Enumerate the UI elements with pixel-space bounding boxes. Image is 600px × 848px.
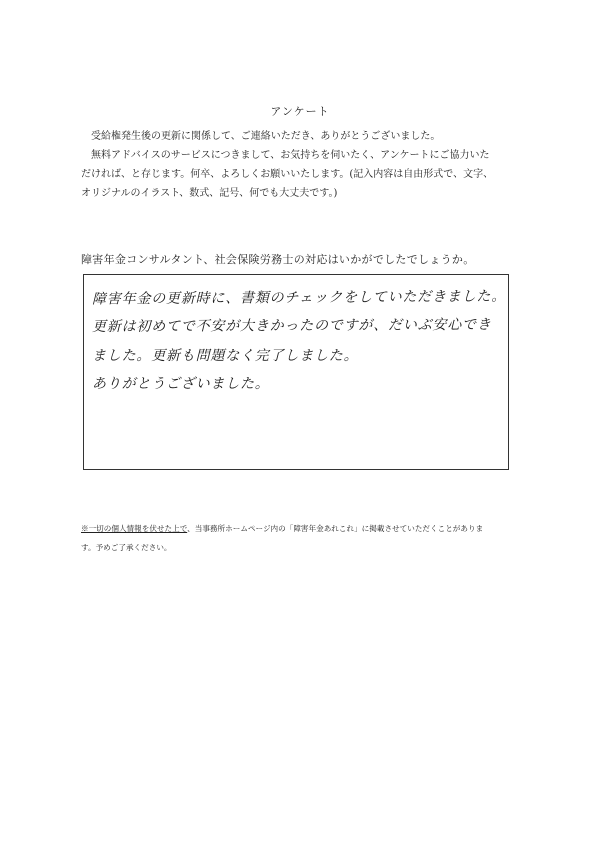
- intro-line: 無料アドバイスのサービスにつきまして、お気持ちを伺いたく、アンケートにご協力いた: [91, 150, 490, 161]
- handwritten-answer-line: ありがとうございました。: [92, 376, 270, 392]
- note-underlined-text: ※一切の個人情報を伏せた上で: [81, 524, 188, 533]
- intro-line: だければ、と存じます。何卒、よろしくお願いいたします。(記入内容は自由形式で、文字、: [81, 169, 494, 180]
- intro-paragraph: [81, 127, 521, 203]
- survey-question: 障害年金コンサルタント、社会保険労務士の対応はいかがでしたでしょうか。: [81, 253, 475, 266]
- note-text: 、当事務所ホームページ内の「障害年金あれこれ」に掲載させていただくことがありま: [187, 524, 484, 533]
- note-line: [81, 519, 531, 538]
- handwritten-answer-line: 障害年金の更新時に、書類のチェックをしていただきました。: [91, 288, 507, 308]
- intro-line: オリジナルのイラスト、数式、記号、何でも大丈夫です。): [81, 188, 338, 199]
- handwritten-answer-line: 更新は初めてで不安が大きかったのですが、だいぶ安心でき: [91, 316, 492, 336]
- intro-line: 受給権発生後の更新に関係して、ご連絡いただき、ありがとうございました。: [91, 131, 441, 142]
- handwritten-answer-line: ました。更新も問題なく完了しました。: [92, 348, 359, 364]
- page-title: アンケート: [270, 105, 330, 118]
- answer-box: [83, 274, 509, 470]
- note-line: す。予めご了承ください。: [81, 543, 172, 552]
- privacy-note: [81, 519, 531, 557]
